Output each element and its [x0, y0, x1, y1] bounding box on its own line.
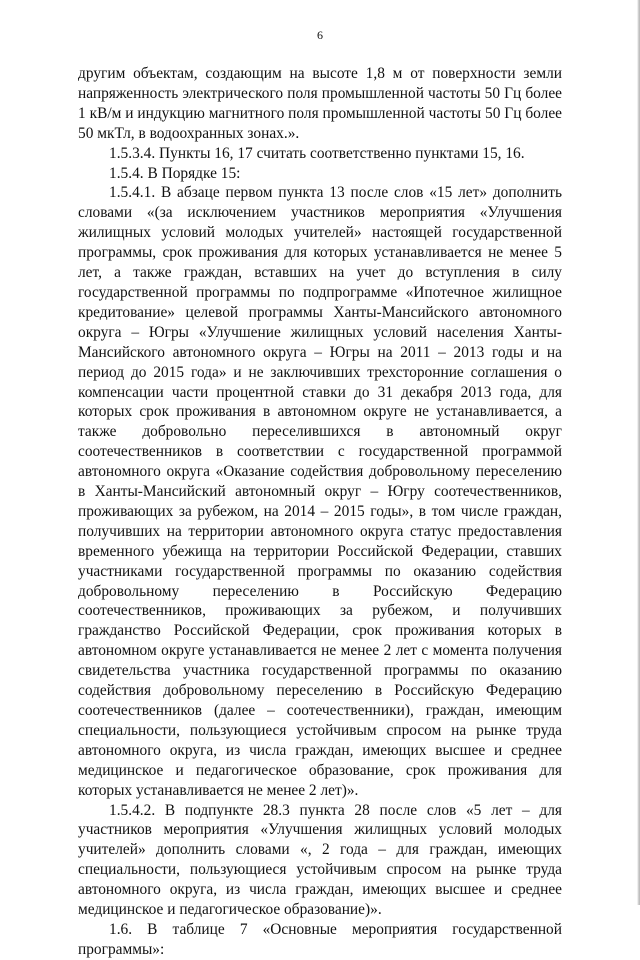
- paragraph-item-1-6: 1.6. В таблице 7 «Основные мероприятия государственной программы»:: [78, 920, 562, 958]
- paragraph-item-1-5-4: 1.5.4. В Порядке 15:: [109, 164, 241, 182]
- paragraph-item-1-5-4-1: 1.5.4.1. В абзаце первом пункта 13 после слов «15 лет» дополнить словами «(за исключением участников мероприятия «Улучшения жилищных условий молодых учителей» настоящей государственной программы, срок проживания для которых устанавливается не менее 5 лет, а также граждан, вставших на учет до вступления в силу государственной программы по подпрограмме «Ипотечное жилищное кредитование» целевой программы Ханты-Мансийского автономного округа – Югры «Улучшение жилищных условий населения Ханты-Мансийского автономного округа – Югры на 2011 – 2013 годы и на период до 2015 года» и не заключивших трехсторонние соглашения о компенсации части процентной ставки до 31 декабря 2013 года, для которых срок проживания в автономном округе не устанавливается, а также добровольно переселившихся в автономный округ соотечественников в соответствии с государственной программой автономного округа «Оказание содействия добровольному переселению в Ханты-Мансийский автономный округ – Югру соотечественников, проживающих за рубежом, на 2014 – 2015 годы», в том числе граждан, получивших на территории автономного округа статус предоставления временного убежища на территории Российской Федерации, ставших участниками государственной программы по оказанию содействия добровольному переселению в Российскую Федерацию соотечественников, проживающих за рубежом, и получивших гражданство Российской Федерации, срок проживания которых в автономном округе устанавливается не менее 2 лет с момента получения свидетельства участника государственной программы по оказанию содействия добровольному переселению в Российскую Федерацию соотечественников (далее – соотечественники), граждан, имеющим специальности, пользующиеся устойчивым спросом на рынке труда автономного округа, из числа граждан, имеющих высшее и среднее медицинское и педагогическое образование, срок проживания для которых устанавливается не менее 2 лет)».: [78, 184, 562, 799]
- paragraph-item-1-5-4-2: 1.5.4.2. В подпункте 28.3 пункта 28 после слов «5 лет – для участников мероприятия «Улучшения жилищных условий молодых учителей» дополнить словами «, 2 года – для граждан, имеющих специальности, пользующиеся устойчивым спросом на рынке труда автономного округа, из числа граждан, имеющих высшее и среднее медицинское и педагогическое образование)».: [78, 801, 562, 919]
- paragraph-item-1-5-3-4: 1.5.3.4. Пункты 16, 17 считать соответственно пунктами 15, 16.: [109, 144, 525, 162]
- paragraph-continuation: другим объектам, создающим на высоте 1,8 м от поверхности земли напряженность электрического поля промышленной частоты 50 Гц более 1 кВ/м и индукцию магнитного поля промышленной частоты 50 Гц более 50 мкТл, в водоохранных зонах.».: [78, 65, 562, 142]
- document-body: [78, 64, 562, 960]
- page-number: 6: [317, 28, 323, 42]
